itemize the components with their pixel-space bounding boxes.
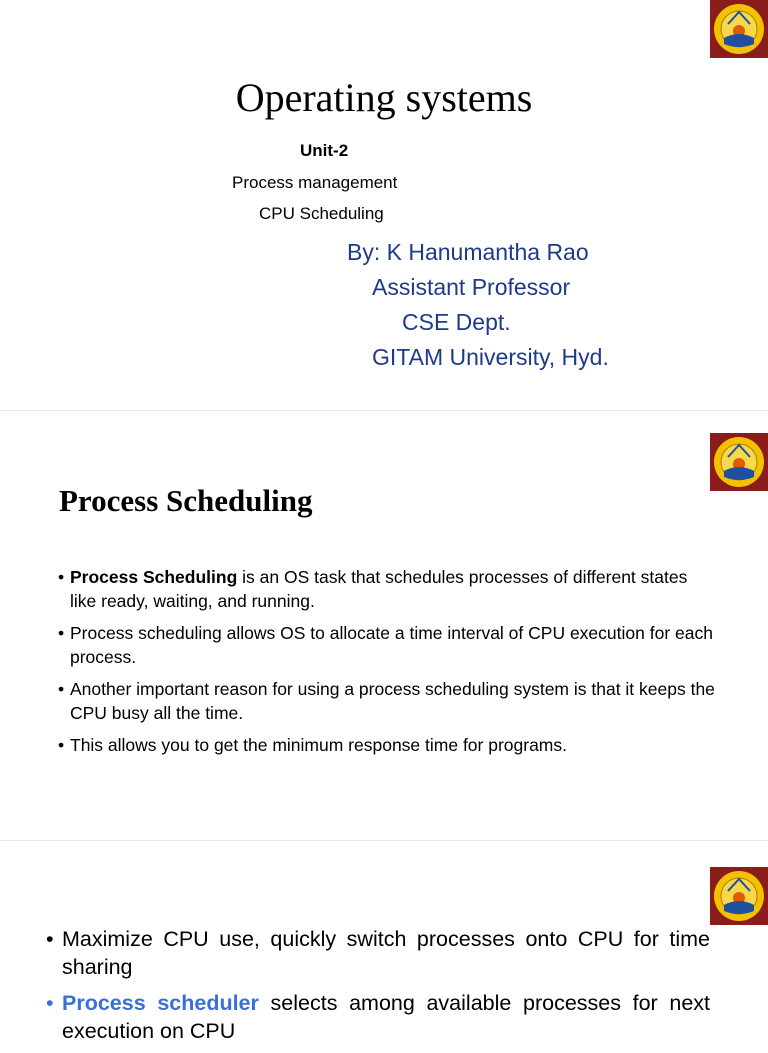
bullet-text: selects among available processes for next execution on CPU [62, 991, 710, 1043]
author-department: CSE Dept. [402, 309, 511, 335]
author-designation: Assistant Professor [372, 274, 571, 300]
bullet-text: is an OS task that schedules processes of different states like ready, waiting, and running. [70, 567, 688, 611]
gitam-logo-icon [710, 433, 768, 491]
bullet-list [46, 925, 710, 1053]
slide-title: Process Scheduling [59, 483, 313, 518]
presentation-title: Operating systems [235, 75, 533, 120]
unit-label: Unit-2 [300, 141, 349, 160]
author-name: By: K Hanumantha Rao [347, 239, 589, 265]
scheduler-slide [0, 840, 768, 1043]
list-item [46, 925, 710, 981]
subtopic-label: CPU Scheduling [259, 204, 384, 223]
author-university: GITAM University, Hyd. [372, 344, 609, 370]
bullet-text: This allows you to get the minimum response time for programs. [70, 735, 567, 755]
bullet-list [58, 565, 718, 765]
bullet-text: Maximize CPU use, quickly switch processes onto CPU for time sharing [62, 927, 710, 979]
list-item [58, 733, 718, 757]
list-item [58, 621, 718, 669]
gitam-logo-icon [710, 867, 768, 925]
list-item [46, 989, 710, 1045]
bullet-text: Process scheduling allows OS to allocate a time interval of CPU execution for each process. [70, 623, 713, 667]
bullet-text: Another important reason for using a process scheduling system is that it keeps the CPU busy all the time. [70, 679, 715, 723]
list-item [58, 677, 718, 725]
gitam-logo-icon [710, 0, 768, 58]
highlighted-term: Process scheduler [62, 991, 259, 1015]
list-item [58, 565, 718, 613]
title-slide [0, 0, 768, 410]
topic-label: Process management [232, 173, 398, 192]
bold-term: Process Scheduling [70, 567, 238, 587]
